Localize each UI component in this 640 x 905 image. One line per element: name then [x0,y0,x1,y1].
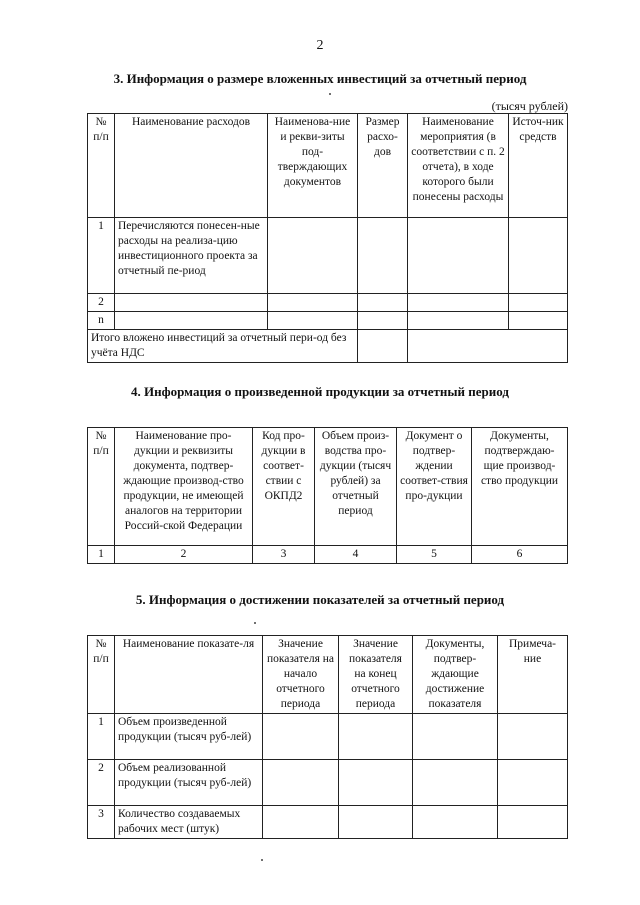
source-cell [509,218,568,294]
note-cell [498,806,568,839]
header-event-name: Наименование мероприятия (в соответствии с п. 2 отчета), в ходе которого были понесены расходы [408,114,509,218]
unit-note: (тысяч рублей) [491,99,568,113]
header-funding-source: Источ-ник средств [509,114,568,218]
production-table [87,427,568,564]
value-start-cell [263,806,339,839]
table-row [88,806,568,839]
header-achievement-documents: Документы, подтвер-ждающие достижение показателя [413,636,498,714]
documents-cell [268,312,358,330]
section-5-title: 5. Информация о достижении показателей за отчетный период [135,592,505,607]
header-number: № п/п [88,114,115,218]
column-number: 1 [88,546,115,564]
note-cell [498,714,568,760]
total-amount-cell [358,330,408,363]
column-number-row [88,546,568,564]
table-row [88,714,568,760]
table-header-row [88,428,568,546]
total-empty-cell [408,330,568,363]
value-end-cell [339,714,413,760]
column-number: 2 [115,546,253,564]
expense-name-cell [115,294,268,312]
amount-cell [358,294,408,312]
row-number: 1 [88,218,115,294]
page-number: 2 [316,38,324,53]
expense-name-cell: Перечисляются понесен-ные расходы на реализа-цию инвестиционного проекта за отчетный пе-риод [115,218,268,294]
event-cell [408,312,509,330]
row-number: 1 [88,714,115,760]
header-number: № п/п [88,636,115,714]
column-number: 5 [397,546,472,564]
event-cell [408,294,509,312]
indicator-name-cell: Объем произведенной продукции (тысяч руб-лей) [115,714,263,760]
amount-cell [358,218,408,294]
documents-cell [268,294,358,312]
scan-speck [254,622,256,624]
header-conformity-document: Документ о подтвер-ждении соответ-ствия про-дукции [397,428,472,546]
header-production-volume: Объем произ-водства про-дукции (тысяч рублей) за отчетный период [315,428,397,546]
indicator-name-cell: Количество создаваемых рабочих мест (штук) [115,806,263,839]
event-cell [408,218,509,294]
header-product-code: Код про-дукции в соответ-ствии с ОКПД2 [253,428,315,546]
table-row [88,218,568,294]
section-3-title: 3. Информация о размере вложенных инвестиций за отчетный период [113,71,527,86]
row-number: 2 [88,760,115,806]
column-number: 3 [253,546,315,564]
table-header-row [88,636,568,714]
row-number: 3 [88,806,115,839]
source-cell [509,294,568,312]
column-number: 6 [472,546,568,564]
row-number: 2 [88,294,115,312]
documents-cell [413,806,498,839]
header-product-name: Наименование про-дукции и реквизиты документа, подтвер-ждающие производ-ство продукции, не имеющей аналогов на территории Россий-ской Федерации [115,428,253,546]
header-expense-amount: Размер расхо-дов [358,114,408,218]
header-documents: Наименова-ние и рекви-зиты под-тверждающих документов [268,114,358,218]
table-header-row [88,114,568,218]
scan-speck [329,93,331,95]
table-row [88,294,568,312]
scan-speck [261,859,263,861]
total-row [88,330,568,363]
header-value-end: Значение показателя на конец отчетного периода [339,636,413,714]
header-production-documents: Документы, подтверждаю-щие производ-ство продукции [472,428,568,546]
table-row [88,760,568,806]
indicators-table [87,635,568,839]
indicator-name-cell: Объем реализованной продукции (тысяч руб-лей) [115,760,263,806]
header-number: № п/п [88,428,115,546]
note-cell [498,760,568,806]
expense-name-cell [115,312,268,330]
amount-cell [358,312,408,330]
value-end-cell [339,806,413,839]
header-indicator-name: Наименование показате-ля [115,636,263,714]
documents-cell [268,218,358,294]
value-start-cell [263,714,339,760]
source-cell [509,312,568,330]
investments-table [87,113,568,363]
column-number: 4 [315,546,397,564]
documents-cell [413,714,498,760]
section-4-title: 4. Информация о произведенной продукции за отчетный период [131,384,509,399]
value-end-cell [339,760,413,806]
table-row [88,312,568,330]
header-note: Примеча-ние [498,636,568,714]
header-expense-name: Наименование расходов [115,114,268,218]
documents-cell [413,760,498,806]
header-value-start: Значение показателя на начало отчетного периода [263,636,339,714]
row-number: n [88,312,115,330]
total-label: Итого вложено инвестиций за отчетный пери-од без учёта НДС [88,330,358,363]
value-start-cell [263,760,339,806]
